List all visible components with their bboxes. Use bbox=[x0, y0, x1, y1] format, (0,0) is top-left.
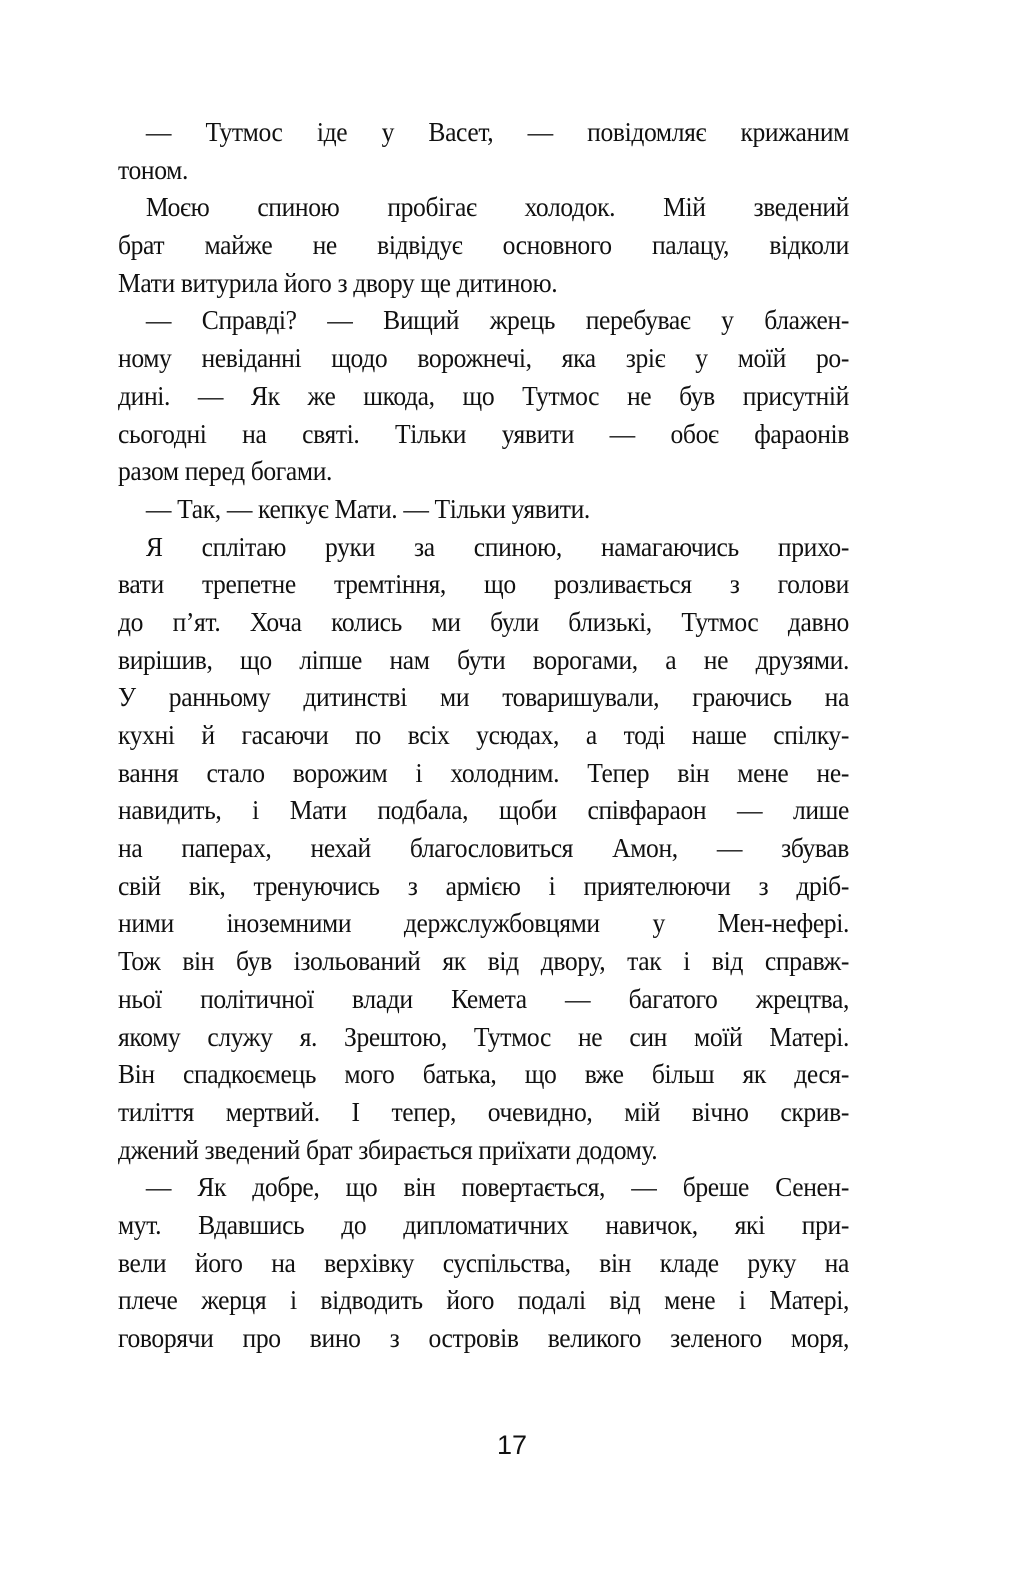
text-line: вати трепетне тремтіння, що розливається з голови bbox=[118, 568, 849, 600]
text-line: сьогодні на святі. Тільки уявити — обоє фараонів bbox=[118, 417, 849, 449]
text-line: кухні й гасаючи по всіх усюдах, а тоді наше спілку- bbox=[118, 719, 849, 750]
text-line: тоном. bbox=[118, 153, 188, 185]
text-line: Я сплітаю руки за спиною, намагаючись прихо- bbox=[145, 530, 849, 562]
text-line: до п’ят. Хоча колись ми були близькі, Тутмос давно bbox=[118, 605, 849, 637]
text-line: брат майже не відвідує основного палацу, відколи bbox=[118, 229, 849, 261]
text-line: ньої політичної влади Кемета — багатого жрецтва, bbox=[118, 982, 849, 1014]
text-line: Моєю спиною пробігає холодок. Мій зведений bbox=[145, 191, 849, 223]
text-line: дині. — Як же шкода, що Тутмос не був присутній bbox=[118, 379, 849, 411]
text-line: разом перед богами. bbox=[118, 455, 333, 487]
text-line: Тож він був ізольований як від двору, так і від справж- bbox=[118, 945, 849, 977]
text-line: тиліття мертвий. І тепер, очевидно, мій вічно скрив- bbox=[118, 1095, 849, 1127]
text-line: — Тутмос іде у Васет, — повідомляє крижаним bbox=[145, 116, 849, 147]
text-line: плече жерця і відводить його подалі від мене і Матері, bbox=[118, 1284, 849, 1316]
text-line: Він спадкоємець мого батька, що вже більш як деся- bbox=[118, 1058, 849, 1090]
text-line: якому служу я. Зрештою, Тутмос не син моїй Матері. bbox=[118, 1020, 849, 1052]
text-line: ними іноземними держслужбовцями у Мен-нефері. bbox=[118, 907, 849, 939]
text-line: джений зведений брат збирається приїхати додому. bbox=[118, 1133, 658, 1165]
text-line: ному невіданні щодо ворожнечі, яка зріє у моїй ро- bbox=[118, 342, 849, 374]
text-line: говорячи про вино з островів великого зеленого моря, bbox=[118, 1322, 849, 1353]
text-line: вели його на верхівку суспільства, він кладе руку на bbox=[118, 1246, 849, 1278]
text-line: Мати витурила його з двору ще дитиною. bbox=[118, 266, 558, 298]
page-number: 17 bbox=[496, 1430, 528, 1460]
text-line: навидить, і Мати подбала, щоби співфараон — лише bbox=[118, 794, 849, 826]
text-line: — Справді? — Вищий жрець перебуває у блажен- bbox=[145, 304, 849, 336]
text-line: вання стало ворожим і холодним. Тепер він мене не- bbox=[118, 756, 849, 788]
text-line: на паперах, нехай благословиться Амон, — збував bbox=[118, 832, 849, 864]
text-line: свій вік, тренуючись з армією і приятелюючи з дріб- bbox=[118, 869, 849, 901]
book-page-body bbox=[118, 113, 849, 1357]
text-line: вирішив, що ліпше нам бути ворогами, а не друзями. bbox=[118, 643, 849, 675]
text-line: У ранньому дитинстві ми товаришували, граючись на bbox=[118, 681, 849, 713]
text-line: мут. Вдавшись до дипломатичних навичок, які при- bbox=[118, 1208, 849, 1240]
text-line: — Так, — кепкує Мати. — Тільки уявити. bbox=[145, 492, 590, 524]
text-line: — Як добре, що він повертається, — бреше Сенен- bbox=[145, 1171, 849, 1203]
